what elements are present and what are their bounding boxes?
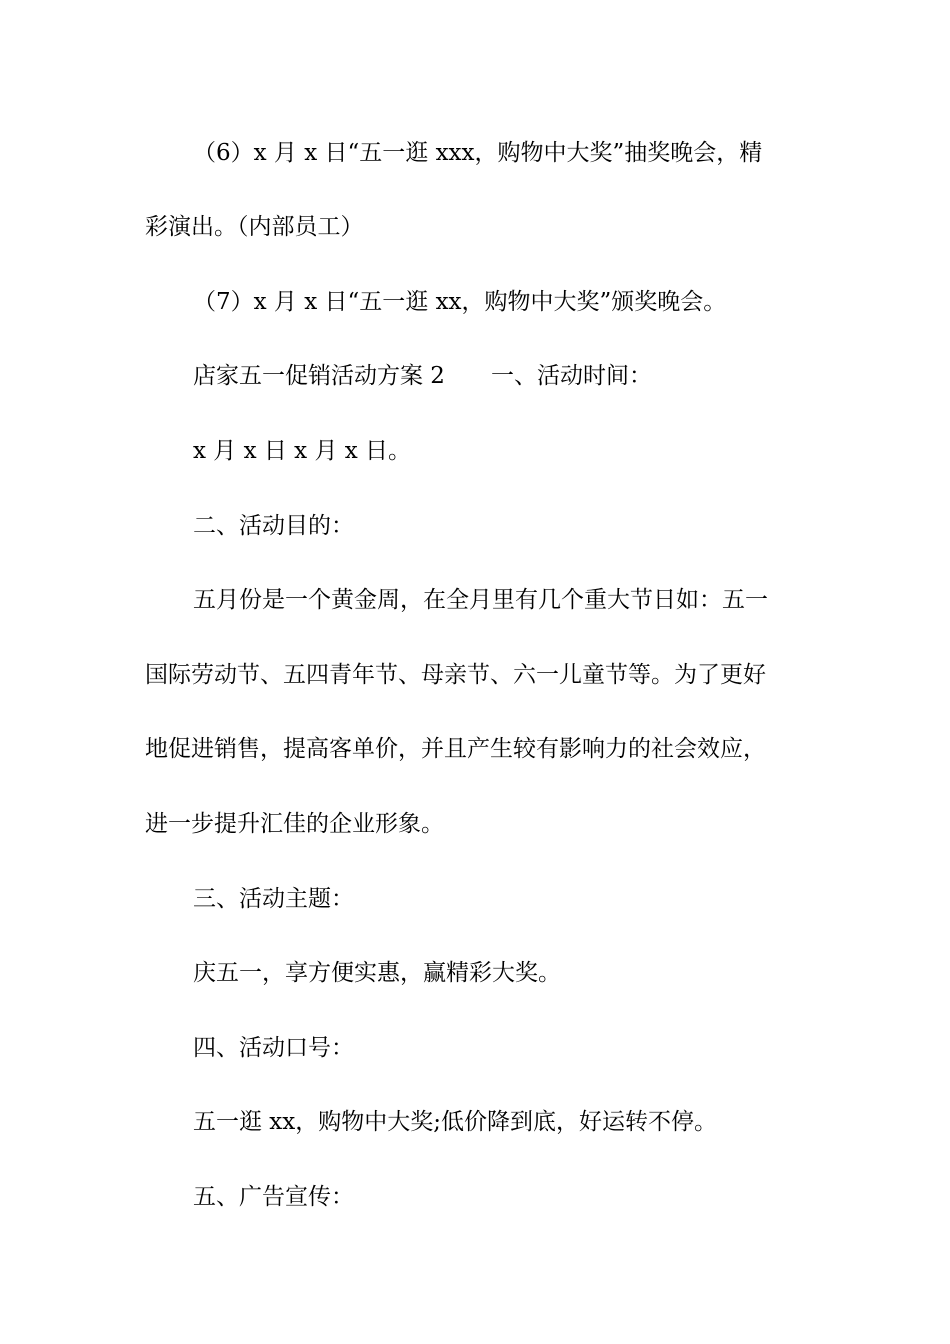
paragraph-line: （6）x 月 x 日“五一逛 xxx，购物中大奖”抽奖晚会，精 <box>193 140 763 166</box>
paragraph-line: 进一步提升汇佳的企业形象。 <box>145 811 444 837</box>
paragraph-line: 五一逛 xx，购物中大奖;低价降到底，好运转不停。 <box>193 1109 718 1135</box>
section-heading-line <box>193 361 858 391</box>
paragraph-line: （7）x 月 x 日“五一逛 xx，购物中大奖”颁奖晚会。 <box>193 289 727 315</box>
paragraph-line: 五月份是一个黄金周，在全月里有几个重大节日如：五一 <box>193 587 768 613</box>
paragraph-line: 彩演出。（内部员工） <box>145 214 364 240</box>
paragraph-line: 庆五一，享方便实惠，赢精彩大奖。 <box>193 960 561 986</box>
heading-activity-slogan: 四、活动口号： <box>193 1035 354 1061</box>
paragraph-line: x 月 x 日 x 月 x 日。 <box>193 438 412 464</box>
heading-activity-purpose: 二、活动目的： <box>193 513 354 539</box>
paragraph-line: 地促进销售，提高客单价，并且产生较有影响力的社会效应， <box>145 736 766 762</box>
heading-activity-theme: 三、活动主题： <box>193 886 354 912</box>
heading-advertising: 五、广告宣传： <box>193 1184 354 1210</box>
paragraph-line: 国际劳动节、五四青年节、母亲节、六一儿童节等。为了更好 <box>145 662 766 688</box>
heading-activity-time: 一、活动时间： <box>490 363 652 389</box>
plan-title: 店家五一促销活动方案 2 <box>193 363 445 389</box>
